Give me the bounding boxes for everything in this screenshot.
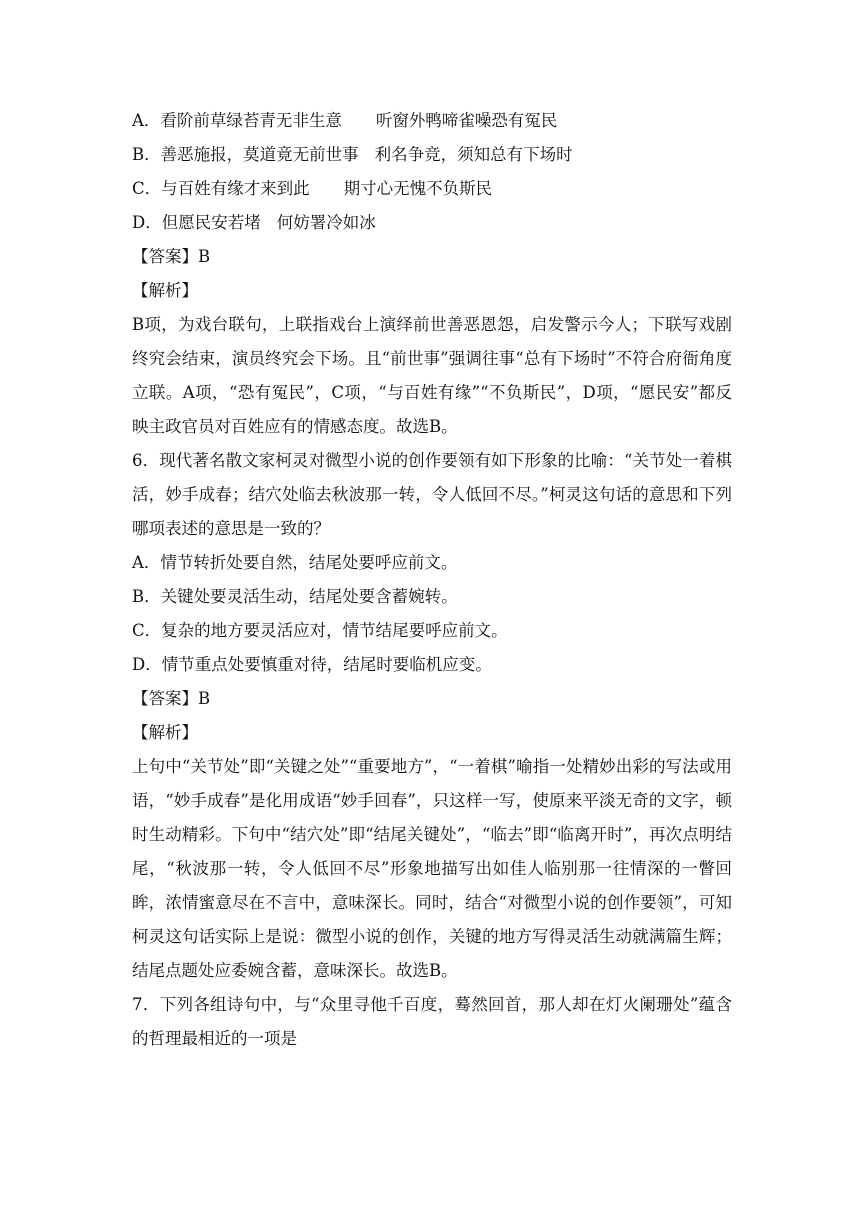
q6-stem: 6．现代著名散文家柯灵对微型小说的创作要领有如下形象的比喻：“关节处一着棋活，妙手成春；结穴处临去秋波那一转，令人低回不尽。”柯灵这句话的意思和下列哪项表述的意思是一致的？ xyxy=(132,451,732,538)
q6-option-a: A．情节转折处要自然，结尾处要呼应前文。 xyxy=(132,553,458,572)
q6-analysis-label: 【解析】 xyxy=(132,723,198,742)
q5-option-a-right: 听窗外鸭啼雀噪恐有冤民 xyxy=(375,111,558,130)
q5-option-b xyxy=(132,138,732,172)
q5-option-d xyxy=(132,206,732,240)
q5-option-c-right: 期寸心无愧不负斯民 xyxy=(343,179,493,198)
document-page xyxy=(132,104,732,1056)
q7-stem: 7．下列各组诗句中，与“众里寻他千百度，蓦然回首，那人却在灯火阑珊处”蕴含的哲理最相近的一项是 xyxy=(132,995,732,1048)
q5-analysis: B项，为戏台联句，上联指戏台上演绎前世善恶恩怨，启发警示今人；下联写戏剧终究会结束，演员终究会下场。且“前世事”强调往事“总有下场时”不符合府衙角度立联。A项，“恐有冤民”，C项，“与百姓有缘”“不负斯民”，D项，“愿民安”都反映主政官员对百姓应有的情感态度。故选B。 xyxy=(132,315,732,436)
q6-analysis: 上句中“关节处”即“关键之处”“重要地方”，“一着棋”喻指一处精妙出彩的写法或用语，“妙手成春”是化用成语“妙手回春”，只这样一写，使原来平淡无奇的文字，顿时生动精彩。下句中“结穴处”即“结尾关键处”，“临去”即“临离开时”，再次点明结尾，“秋波那一转，令人低回不尽”形象地描写出如佳人临别那一往情深的一瞥回眸，浓情蜜意尽在不言中，意味深长。同时，结合“对微型小说的创作要领”，可知柯灵这句话实际上是说：微型小说的创作，关键的地方写得灵活生动就满篇生辉；结尾点题处应委婉含蓄，意味深长。故选B。 xyxy=(132,757,732,980)
q6-answer: 【答案】B xyxy=(132,689,211,708)
q5-analysis-label: 【解析】 xyxy=(132,281,198,300)
q5-option-a-left: A．看阶前草绿苔青无非生意 xyxy=(132,111,342,130)
q5-option-c xyxy=(132,172,732,206)
q5-option-a xyxy=(132,104,732,138)
q5-answer: 【答案】B xyxy=(132,247,211,266)
q6-option-c: C．复杂的地方要灵活应对，情节结尾要呼应前文。 xyxy=(132,621,508,640)
q5-option-c-left: C．与百姓有缘才来到此 xyxy=(132,179,310,198)
q6-option-b: B．关键处要灵活生动，结尾处要含蓄婉转。 xyxy=(132,587,458,606)
q5-option-b-right: 利名争竞，须知总有下场时 xyxy=(374,145,573,164)
q5-option-d-left: D．但愿民安若堵 xyxy=(132,213,261,232)
q5-option-b-left: B．善恶施报，莫道竟无前世事 xyxy=(132,145,359,164)
q5-option-d-right: 何妨署冷如冰 xyxy=(276,213,376,232)
q6-option-d: D．情节重点处要慎重对待，结尾时要临机应变。 xyxy=(132,655,492,674)
